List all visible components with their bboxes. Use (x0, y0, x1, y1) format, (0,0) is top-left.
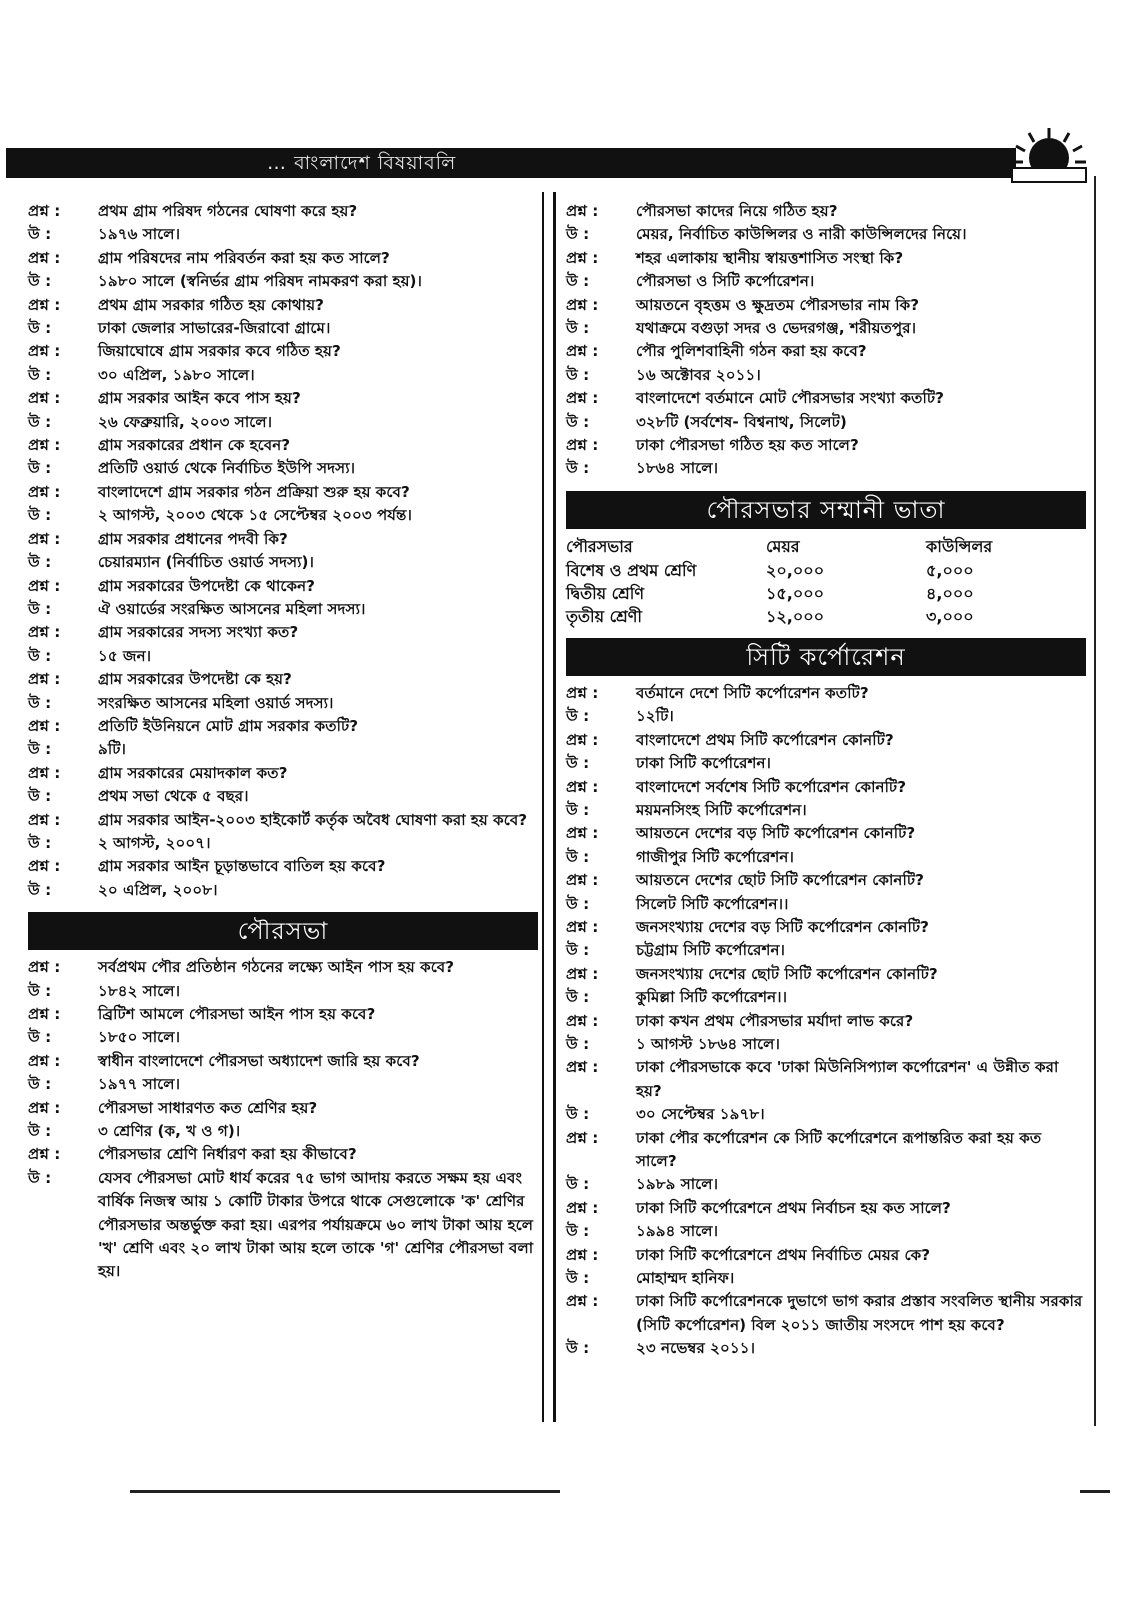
answer-line (28, 980, 538, 1003)
question-marker: প্রশ্ন : (28, 528, 98, 551)
answer-line (566, 364, 1086, 387)
qa-list-pourashava (28, 956, 538, 1284)
answer-line (28, 1026, 538, 1049)
question-text: জনসংখ্যায় দেশের বড় সিটি কর্পোরেশন কোনটি? (636, 917, 929, 936)
question-marker: প্রশ্ন : (28, 715, 98, 738)
table-row (566, 582, 1086, 605)
answer-line (566, 799, 1086, 822)
bottom-rule-right (1080, 1490, 1110, 1493)
question-text: বর্তমানে দেশে সিটি কর্পোরেশন কতটি? (636, 683, 869, 702)
question-text: গ্রাম সরকারের উপদেষ্টা কে থাকেন? (98, 576, 315, 595)
question-text: পৌর পুলিশবাহিনী গঠন করা হয় কবে? (636, 342, 867, 361)
answer-text: ১৮৪২ সালে। (98, 981, 181, 1000)
answer-text: ঢাকা জেলার সাভারের-জিরাবো গ্রামে। (98, 319, 331, 338)
question-text: জিয়াঘোষে গ্রাম সরকার কবে গঠিত হয়? (98, 342, 341, 361)
page-edge-rule (1094, 176, 1096, 1426)
allowance-table-header (566, 535, 1086, 559)
answer-text: ৩২৮টি (সর্বশেষ- বিশ্বনাথ, সিলেট) (636, 412, 847, 431)
answer-marker: উ : (28, 551, 98, 574)
answer-line (28, 411, 538, 434)
answer-text: ১৮৫০ সালে। (98, 1028, 181, 1047)
answer-marker: উ : (28, 411, 98, 434)
question-text: আয়তনে বৃহত্তম ও ক্ষুদ্রতম পৌরসভার নাম কি? (636, 295, 920, 314)
question-text: বাংলাদেশে সর্বশেষ সিটি কর্পোরেশন কোনটি? (636, 777, 907, 796)
question-marker: প্রশ্ন : (566, 1197, 636, 1220)
answer-marker: উ : (28, 879, 98, 902)
question-line (28, 481, 538, 504)
answer-marker: উ : (566, 939, 636, 962)
question-line (28, 434, 538, 457)
answer-marker: উ : (28, 645, 98, 668)
question-line (28, 668, 538, 691)
question-marker: প্রশ্ন : (28, 1050, 98, 1073)
question-text: আয়তনে দেশের ছোট সিটি কর্পোরেশন কোনটি? (636, 871, 924, 890)
question-marker: প্রশ্ন : (566, 247, 636, 270)
question-line (566, 822, 1086, 845)
answer-marker: উ : (566, 1267, 636, 1290)
question-marker: প্রশ্ন : (28, 294, 98, 317)
left-column (28, 200, 538, 1284)
question-marker: প্রশ্ন : (566, 729, 636, 752)
answer-line (28, 879, 538, 902)
answer-marker: উ : (28, 223, 98, 246)
question-line (566, 963, 1086, 986)
question-marker: প্রশ্ন : (566, 963, 636, 986)
question-text: গ্রাম সরকার আইন চূড়ান্তভাবে বাতিল হয় কবে? (98, 857, 386, 876)
answer-text: ২৩ নভেম্বর ২০১১। (636, 1339, 756, 1358)
question-marker: প্রশ্ন : (566, 869, 636, 892)
header-band (6, 148, 1016, 178)
question-marker: প্রশ্ন : (28, 434, 98, 457)
answer-text: ২ আগস্ট, ২০০৭। (98, 833, 211, 852)
question-text: গ্রাম সরকারের মেয়াদকাল কত? (98, 763, 288, 782)
answer-line (566, 752, 1086, 775)
question-marker: প্রশ্ন : (566, 434, 636, 457)
answer-marker: উ : (566, 1173, 636, 1196)
allowance-table (566, 535, 1086, 628)
answer-text: ঐ ওয়ার্ডের সংরক্ষিত আসনের মহিলা সদস্য। (98, 599, 366, 618)
question-marker: প্রশ্ন : (28, 1143, 98, 1166)
question-line (28, 1050, 538, 1073)
answer-text: প্রথম সভা থেকে ৫ বছর। (98, 787, 249, 806)
answer-text: সংরক্ষিত আসনের মহিলা ওয়ার্ড সদস্য। (98, 693, 334, 712)
question-marker: প্রশ্ন : (28, 1097, 98, 1120)
answer-line (566, 705, 1086, 728)
right-column (566, 200, 1086, 1361)
answer-marker: উ : (28, 832, 98, 855)
answer-marker: উ : (28, 1167, 98, 1190)
question-line (28, 762, 538, 785)
answer-marker: উ : (566, 1220, 636, 1243)
question-line (566, 869, 1086, 892)
question-line (566, 434, 1086, 457)
answer-line (566, 1337, 1086, 1360)
question-text: পৌরসভার শ্রেণি নির্ধারণ করা হয় কীভাবে? (98, 1145, 357, 1164)
table-row (566, 559, 1086, 582)
question-marker: প্রশ্ন : (28, 200, 98, 223)
question-text: ঢাকা সিটি কর্পোরেশনে প্রথম নির্বাচন হয় কত সালে? (636, 1198, 951, 1217)
answer-line (566, 986, 1086, 1009)
publisher-logo (1004, 124, 1094, 192)
answer-line (566, 1103, 1086, 1126)
question-line (28, 855, 538, 878)
column-divider-left (542, 192, 544, 1422)
qa-list-pourashava-cont (566, 200, 1086, 481)
question-text: ঢাকা পৌরসভা গঠিত হয় কত সালে? (636, 436, 859, 455)
table-cell: ৪,০০০ (926, 583, 974, 603)
answer-text: যেসব পৌরসভা মোট ধার্য করের ৭৫ ভাগ আদায় করতে সক্ষম হয় এবং বার্ষিক নিজস্ব আয় ১ কোটি টাকার উপরে থাকে সেগুলোকে 'ক' শ্রেণির পৌরসভার অন্তর্ভুক্ত করা হয়। এরপর পর্যায়ক্রমে ৬০ লাখ টাকা আয় হলে 'খ' শ্রেণি এবং ২০ লাখ টাকা আয় হলে তাকে 'গ' শ্রেণির পৌরসভা বলা হয়। (98, 1168, 534, 1281)
answer-marker: উ : (566, 1033, 636, 1056)
answer-line (566, 317, 1086, 340)
answer-line (566, 846, 1086, 869)
question-text: বাংলাদেশে প্রথম সিটি কর্পোরেশন কোনটি? (636, 730, 894, 749)
question-line (566, 682, 1086, 705)
answer-text: ২৬ ফেব্রুয়ারি, ২০০৩ সালে। (98, 412, 273, 431)
question-text: প্রথম গ্রাম সরকার গঠিত হয় কোথায়? (98, 295, 324, 314)
answer-text: ৩০ সেপ্টেম্বর ১৯৭৮। (636, 1105, 765, 1124)
answer-line (28, 598, 538, 621)
table-cell: দ্বিতীয় শ্রেণি (566, 583, 645, 603)
question-line (28, 528, 538, 551)
question-line (28, 294, 538, 317)
question-marker: প্রশ্ন : (566, 1127, 636, 1150)
section-title-city-corporation: সিটি কর্পোরেশন (566, 638, 1086, 676)
table-header-cell: পৌরসভার (566, 536, 633, 556)
question-line (28, 247, 538, 270)
answer-line (566, 270, 1086, 293)
question-marker: প্রশ্ন : (28, 575, 98, 598)
question-line (28, 1097, 538, 1120)
answer-text: ১৯৭৭ সালে। (98, 1075, 181, 1094)
answer-text: ২ আগস্ট, ২০০৩ থেকে ১৫ সেপ্টেম্বর ২০০৩ পর্যন্ত। (98, 506, 412, 525)
answer-marker: উ : (566, 799, 636, 822)
question-marker: প্রশ্ন : (28, 668, 98, 691)
section-title-allowance: পৌরসভার সম্মানী ভাতা (566, 491, 1086, 529)
answer-text: মোহাম্মদ হানিফ। (636, 1269, 735, 1288)
page-title: … বাংলাদেশ বিষয়াবলি (267, 152, 457, 174)
question-marker: প্রশ্ন : (28, 340, 98, 363)
question-marker: প্রশ্ন : (28, 621, 98, 644)
answer-line (28, 645, 538, 668)
answer-line (28, 270, 538, 293)
question-line (28, 956, 538, 979)
table-cell: তৃতীয় শ্রেণী (566, 606, 642, 626)
question-line (566, 776, 1086, 799)
answer-text: চট্টগ্রাম সিটি কর্পোরেশন। (636, 941, 785, 960)
answer-line (566, 893, 1086, 916)
answer-line (28, 785, 538, 808)
answer-marker: উ : (28, 738, 98, 761)
question-text: ঢাকা কখন প্রথম পৌরসভার মর্যাদা লাভ করে? (636, 1011, 914, 1030)
question-marker: প্রশ্ন : (566, 776, 636, 799)
answer-text: প্রতিটি ওয়ার্ড থেকে নির্বাচিত ইউপি সদস্য। (98, 459, 356, 478)
question-marker: প্রশ্ন : (28, 762, 98, 785)
question-text: গ্রাম সরকারের উপদেষ্টা কে হয়? (98, 670, 292, 689)
question-marker: প্রশ্ন : (28, 387, 98, 410)
answer-text: ১৬ অক্টোবর ২০১১। (636, 365, 761, 384)
answer-marker: উ : (566, 270, 636, 293)
answer-text: যথাক্রমে বগুড়া সদর ও ভেদরগঞ্জ, শরীয়তপুর। (636, 319, 917, 338)
answer-marker: উ : (566, 223, 636, 246)
table-cell: ৫,০০০ (926, 560, 974, 580)
answer-line (28, 1073, 538, 1096)
answer-line (566, 1220, 1086, 1243)
answer-marker: উ : (566, 1103, 636, 1126)
answer-text: ২০ এপ্রিল, ২০০৮। (98, 880, 218, 899)
question-text: ঢাকা পৌরসভাকে কবে 'ঢাকা মিউনিসিপ্যাল কর্পোরেশন' এ উন্নীত করা হয়? (636, 1058, 1059, 1100)
question-marker: প্রশ্ন : (566, 916, 636, 939)
answer-text: মেয়র, নির্বাচিত কাউন্সিলর ও নারী কাউন্সিলদের নিয়ে। (636, 225, 967, 244)
answer-marker: উ : (28, 317, 98, 340)
question-text: ঢাকা সিটি কর্পোরেশনে প্রথম নির্বাচিত মেয়র কে? (636, 1245, 931, 1264)
question-text: বাংলাদেশে গ্রাম সরকার গঠন প্রক্রিয়া শুরু হয় কবে? (98, 482, 410, 501)
answer-text: ৩ শ্রেণির (ক, খ ও গ)। (98, 1122, 241, 1141)
answer-line (566, 1033, 1086, 1056)
answer-marker: উ : (28, 692, 98, 715)
question-marker: প্রশ্ন : (566, 387, 636, 410)
table-row (566, 605, 1086, 628)
table-cell: ৩,০০০ (926, 606, 974, 626)
answer-marker: উ : (566, 846, 636, 869)
answer-marker: উ : (28, 504, 98, 527)
question-text: গ্রাম সরকারের প্রধান কে হবেন? (98, 436, 291, 455)
answer-line (566, 457, 1086, 480)
answer-text: ১৮৬৪ সালে। (636, 459, 719, 478)
question-text: প্রথম গ্রাম পরিষদ গঠনের ঘোষণা করে হয়? (98, 202, 358, 220)
answer-text: ঢাকা সিটি কর্পোরেশন। (636, 754, 771, 773)
answer-marker: উ : (28, 785, 98, 808)
question-line (28, 715, 538, 738)
question-marker: প্রশ্ন : (566, 682, 636, 705)
answer-marker: উ : (566, 752, 636, 775)
answer-marker: উ : (28, 1026, 98, 1049)
answer-marker: উ : (566, 986, 636, 1009)
answer-line (28, 551, 538, 574)
question-text: পৌরসভা সাধারণত কত শ্রেণির হয়? (98, 1098, 318, 1117)
question-line (566, 1127, 1086, 1174)
section-title-pourashava: পৌরসভা (28, 912, 538, 950)
question-line (566, 1244, 1086, 1267)
answer-line (566, 1267, 1086, 1290)
qa-list-city-corporation (566, 682, 1086, 1361)
question-text: বাংলাদেশে বর্তমানে মোট পৌরসভার সংখ্যা কতটি? (636, 389, 944, 408)
answer-marker: উ : (566, 317, 636, 340)
answer-text: ১৯৮০ সালে (স্বনির্ভর গ্রাম পরিষদ নামকরণ করা হয়)। (98, 272, 422, 291)
question-text: ব্রিটিশ আমলে পৌরসভা আইন পাস হয় কবে? (98, 1005, 376, 1023)
question-marker: প্রশ্ন : (566, 822, 636, 845)
question-line (566, 1290, 1086, 1337)
question-line (28, 1003, 538, 1026)
question-marker: প্রশ্ন : (28, 855, 98, 878)
question-text: স্বাধীন বাংলাদেশে পৌরসভা অধ্যাদেশ জারি হয় কবে? (98, 1051, 420, 1070)
answer-marker: উ : (28, 270, 98, 293)
answer-marker: উ : (566, 364, 636, 387)
question-marker: প্রশ্ন : (566, 294, 636, 317)
question-marker: প্রশ্ন : (28, 956, 98, 979)
question-text: ঢাকা সিটি কর্পোরেশনকে দুভাগে ভাগ করার প্রস্তাব সংবলিত স্থানীয় সরকার (সিটি কর্পোরেশন) বিল ২০১১ জাতীয় সংসদে পাশ হয় কবে? (636, 1292, 1083, 1334)
answer-line (28, 317, 538, 340)
answer-line (566, 411, 1086, 434)
question-marker: প্রশ্ন : (566, 200, 636, 223)
answer-text: ৩০ এপ্রিল, ১৯৮০ সালে। (98, 365, 255, 384)
answer-line (28, 364, 538, 387)
answer-text: ৯টি। (98, 740, 126, 759)
column-divider-right (553, 192, 556, 1422)
answer-text: ১২টি। (636, 707, 674, 726)
question-line (28, 621, 538, 644)
question-line (28, 387, 538, 410)
question-line (566, 1010, 1086, 1033)
answer-line (28, 223, 538, 246)
question-text: গ্রাম সরকারের সদস্য সংখ্যা কত? (98, 623, 299, 642)
qa-list-gram-sarkar (28, 200, 538, 902)
answer-text: ১ আগস্ট ১৮৬৪ সালে। (636, 1034, 780, 1053)
answer-line (28, 504, 538, 527)
table-cell: ১২,০০০ (766, 606, 825, 626)
question-marker: প্রশ্ন : (28, 809, 98, 832)
question-text: গ্রাম সরকার আইন কবে পাস হয়? (98, 389, 301, 408)
table-cell: ২০,০০০ (766, 560, 825, 580)
answer-marker: উ : (28, 980, 98, 1003)
answer-marker: উ : (566, 1337, 636, 1360)
question-marker: প্রশ্ন : (566, 1290, 636, 1313)
answer-text: ১৫ জন। (98, 646, 152, 665)
answer-marker: উ : (28, 1073, 98, 1096)
answer-text: ময়মনসিংহ সিটি কর্পোরেশন। (636, 800, 807, 819)
answer-marker: উ : (566, 457, 636, 480)
answer-marker: উ : (566, 893, 636, 916)
answer-line (28, 457, 538, 480)
question-line (28, 575, 538, 598)
question-line (566, 247, 1086, 270)
question-text: গ্রাম সরকার আইন-২০০৩ হাইকোর্ট কর্তৃক অবৈধ ঘোষণা করা হয় কবে? (98, 810, 528, 829)
bottom-rule (130, 1490, 560, 1493)
table-header-cell: মেয়র (766, 536, 800, 556)
question-line (566, 1056, 1086, 1103)
answer-line (28, 832, 538, 855)
answer-line (566, 223, 1086, 246)
answer-line (566, 1173, 1086, 1196)
table-header-cell: কাউন্সিলর (926, 536, 993, 556)
answer-text: সিলেট সিটি কর্পোরেশন।। (636, 894, 789, 913)
answer-text: চেয়ারম্যান (নির্বাচিত ওয়ার্ড সদস্য)। (98, 553, 314, 572)
question-line (566, 387, 1086, 410)
question-marker: প্রশ্ন : (566, 340, 636, 363)
question-text: আয়তনে দেশের বড় সিটি কর্পোরেশন কোনটি? (636, 824, 916, 843)
question-line (566, 729, 1086, 752)
answer-marker: উ : (28, 364, 98, 387)
answer-text: ১৯৭৬ সালে। (98, 225, 181, 244)
question-text: সর্বপ্রথম পৌর প্রতিষ্ঠান গঠনের লক্ষ্যে আইন পাস হয় কবে? (98, 958, 455, 977)
question-text: ঢাকা পৌর কর্পোরেশন কে সিটি কর্পোরেশনে রূপান্তরিত করা হয় কত সালে? (636, 1128, 1042, 1170)
table-cell: বিশেষ ও প্রথম শ্রেণি (566, 560, 697, 580)
question-marker: প্রশ্ন : (28, 247, 98, 270)
question-marker: প্রশ্ন : (566, 1010, 636, 1033)
question-text: পৌরসভা কাদের নিয়ে গঠিত হয়? (636, 202, 838, 220)
question-marker: প্রশ্ন : (566, 1244, 636, 1267)
answer-text: গাজীপুর সিটি কর্পোরেশন। (636, 847, 794, 866)
answer-line (28, 692, 538, 715)
table-cell: ১৫,০০০ (766, 583, 825, 603)
answer-marker: উ : (566, 411, 636, 434)
question-line (28, 340, 538, 363)
answer-marker: উ : (28, 598, 98, 621)
question-line (28, 809, 538, 832)
question-marker: প্রশ্ন : (566, 1056, 636, 1079)
answer-marker: উ : (566, 705, 636, 728)
answer-line (28, 1167, 538, 1284)
answer-text: ১৯৮৯ সালে। (636, 1175, 718, 1194)
question-line (566, 340, 1086, 363)
answer-text: কুমিল্লা সিটি কর্পোরেশন।। (636, 988, 787, 1007)
question-line (28, 200, 538, 223)
question-line (28, 1143, 538, 1166)
answer-marker: উ : (28, 457, 98, 480)
question-text: গ্রাম সরকার প্রধানের পদবী কি? (98, 529, 288, 548)
question-marker: প্রশ্ন : (28, 481, 98, 504)
answer-text: ১৯৯৪ সালে। (636, 1222, 718, 1241)
answer-line (566, 939, 1086, 962)
question-text: শহর এলাকায় স্থানীয় স্বায়ত্তশাসিত সংস্থা কি? (636, 248, 904, 267)
answer-marker: উ : (28, 1120, 98, 1143)
question-text: জনসংখ্যায় দেশের ছোট সিটি কর্পোরেশন কোনটি? (636, 964, 938, 983)
question-text: গ্রাম পরিষদের নাম পরিবর্তন করা হয় কত সালে? (98, 248, 390, 267)
answer-line (28, 1120, 538, 1143)
question-text: প্রতিটি ইউনিয়নে মোট গ্রাম সরকার কতটি? (98, 716, 359, 735)
question-line (566, 1197, 1086, 1220)
question-marker: প্রশ্ন : (28, 1003, 98, 1026)
answer-text: পৌরসভা ও সিটি কর্পোরেশন। (636, 272, 815, 291)
question-line (566, 916, 1086, 939)
question-line (566, 200, 1086, 223)
question-line (566, 294, 1086, 317)
answer-line (28, 738, 538, 761)
